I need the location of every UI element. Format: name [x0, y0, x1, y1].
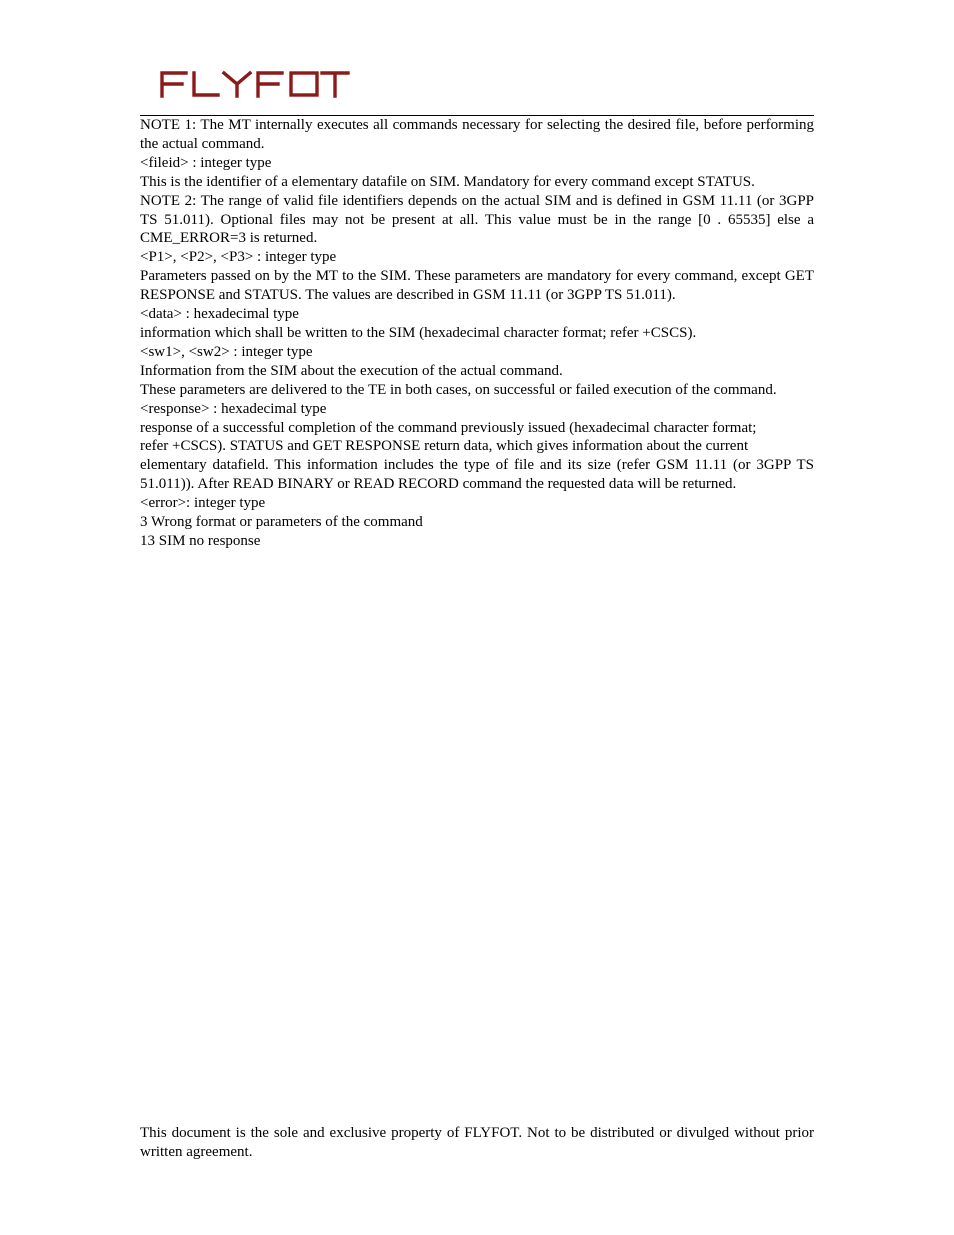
sw-description-2: These parameters are delivered to the TE in both cases, on successful or failed execution of the command. — [140, 381, 777, 398]
fileid-description: This is the identifier of a elementary datafile on SIM. Mandatory for every command except STATUS. — [140, 173, 755, 190]
params-description: Parameters passed on by the MT to the SIM. These parameters are mandatory for every command, except GET RESPONSE and STATUS. The values are described in GSM 11.11 (or 3GPP TS 51.011). — [140, 268, 814, 304]
response-description-line-2: refer +CSCS). STATUS and GET RESPONSE return data, which gives information about the current — [140, 438, 749, 455]
response-description-rest: elementary datafield. This information includes the type of file and its size (refer GSM 11.11 (or 3GPP TS 51.011)). After READ BINARY or READ RECORD command the requested data will be returned. — [140, 457, 814, 493]
footer-disclaimer: This document is the sole and exclusive property of FLYFOT. Not to be distributed or divulged without prior written agreement. — [140, 1125, 814, 1160]
fileid-label: <fileid> : integer type — [140, 154, 272, 171]
data-description: information which shall be written to the SIM (hexadecimal character format; refer +CSCS). — [140, 324, 697, 341]
flyfot-logo-icon — [160, 70, 350, 98]
note-2: NOTE 2: The range of valid file identifiers depends on the actual SIM and is defined in GSM 11.11 (or 3GPP TS 51.011). Optional files may not be present at all. This value must be in the range [0 . 65535] else a CME_ERROR=3 is returned. — [140, 192, 814, 247]
note-1: NOTE 1: The MT internally executes all commands necessary for selecting the desired file, before performing the actual command. — [140, 117, 814, 152]
document-body — [140, 116, 814, 551]
error-item-3: 3 Wrong format or parameters of the command — [140, 514, 423, 531]
response-label: <response> : hexadecimal type — [140, 400, 327, 417]
sw-description-1: Information from the SIM about the execution of the actual command. — [140, 362, 563, 379]
error-label: <error>: integer type — [140, 495, 266, 512]
sw-label: <sw1>, <sw2> : integer type — [140, 343, 313, 360]
response-description-line-1: response of a successful completion of the command previously issued (hexadecimal character format; — [140, 419, 757, 436]
error-item-13: 13 SIM no response — [140, 532, 261, 549]
data-label: <data> : hexadecimal type — [140, 306, 299, 323]
flyfot-logo — [160, 70, 350, 98]
params-label: <P1>, <P2>, <P3> : integer type — [140, 249, 337, 266]
